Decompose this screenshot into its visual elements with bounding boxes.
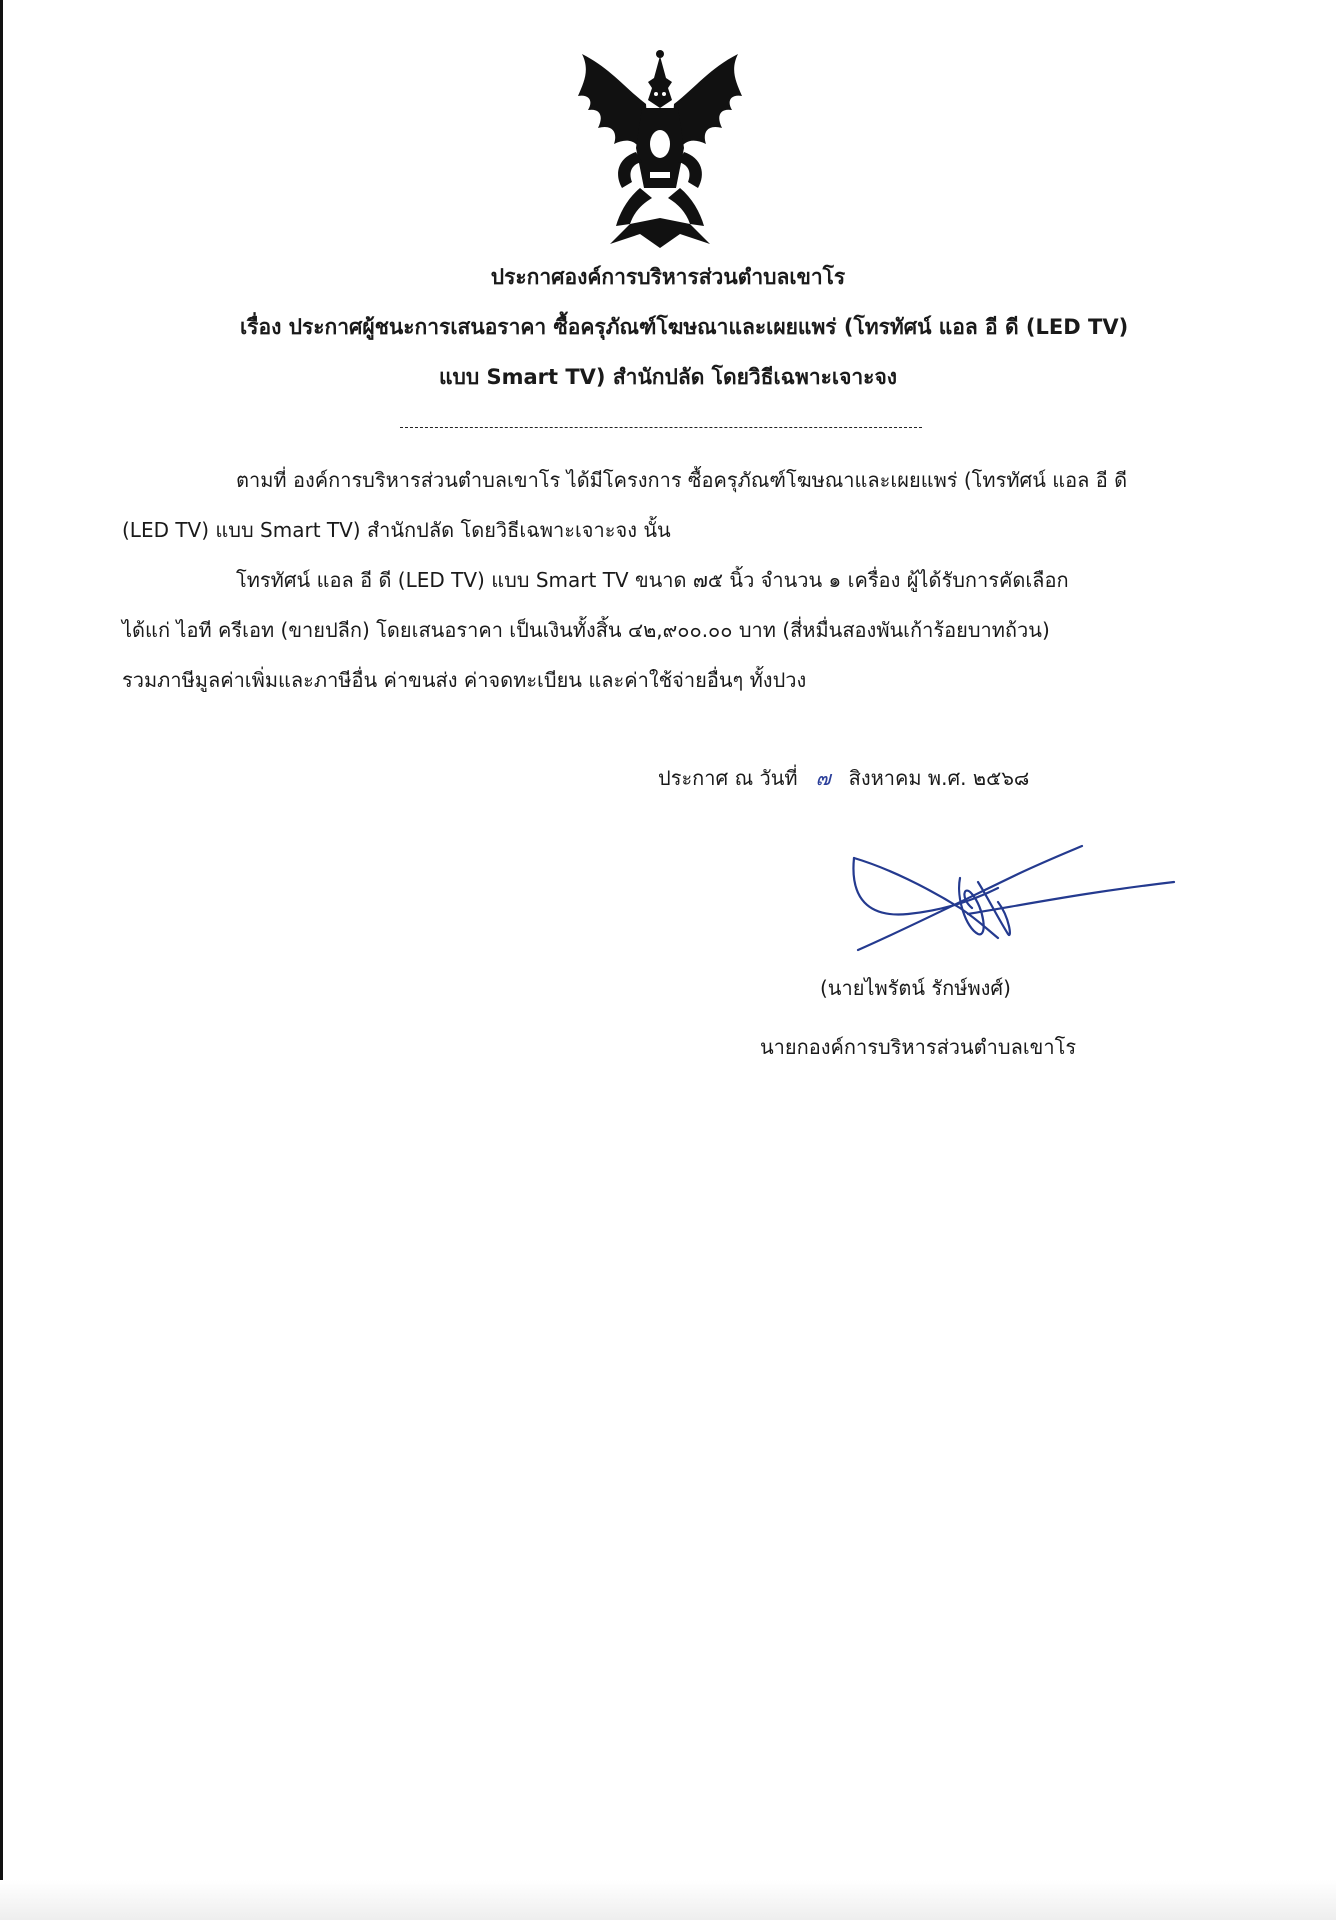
scan-shadow — [0, 1880, 1336, 1920]
section-divider — [400, 427, 922, 428]
paragraph-2-line-1: โทรทัศน์ แอล อี ดี (LED TV) แบบ Smart TV ขนาด ๗๕ นิ้ว จำนวน ๑ เครื่อง ผู้ได้รับการคัดเลือก — [236, 568, 1069, 592]
signatory-name: (นายไพรัตน์ รักษ์พงศ์) — [820, 976, 1011, 1000]
garuda-emblem-icon — [570, 48, 750, 253]
date-day: ๗ — [815, 766, 831, 790]
paragraph-1-line-1: ตามที่ องค์การบริหารส่วนตำบลเขาโร ได้มีโครงการ ซื้อครุภัณฑ์โฆษณาและเผยแพร่ (โทรทัศน์ แอล อี ดี — [236, 468, 1128, 492]
subject-line-1: เรื่อง ประกาศผู้ชนะการเสนอราคา ซื้อครุภัณฑ์โฆษณาและเผยแพร่ (โทรทัศน์ แอล อี ดี (LED TV) — [240, 315, 1129, 339]
paragraph-2-line-3: รวมภาษีมูลค่าเพิ่มและภาษีอื่น ค่าขนส่ง ค่าจดทะเบียน และค่าใช้จ่ายอื่นๆ ทั้งปวง — [122, 668, 807, 692]
date-prefix: ประกาศ ณ วันที่ — [658, 766, 798, 790]
paragraph-1-line-2: (LED TV) แบบ Smart TV) สำนักปลัด โดยวิธีเฉพาะเจาะจง นั้น — [122, 518, 671, 542]
paragraph-2-line-2: ได้แก่ ไอที ครีเอท (ขายปลีก) โดยเสนอราคา เป็นเงินทั้งสิ้น ๔๒,๙๐๐.๐๐ บาท (สี่หมื่นสองพันเก้าร้อยบาทถ้วน) — [122, 618, 1050, 642]
announcement-title: ประกาศองค์การบริหารส่วนตำบลเขาโร — [490, 265, 846, 289]
date-suffix: สิงหาคม พ.ศ. ๒๕๖๘ — [848, 766, 1030, 790]
subject-line-2: แบบ Smart TV) สำนักปลัด โดยวิธีเฉพาะเจาะจง — [438, 365, 898, 389]
signatory-position: นายกองค์การบริหารส่วนตำบลเขาโร — [760, 1035, 1077, 1059]
announcement-date — [658, 763, 1029, 793]
handwritten-signature — [848, 838, 1178, 968]
